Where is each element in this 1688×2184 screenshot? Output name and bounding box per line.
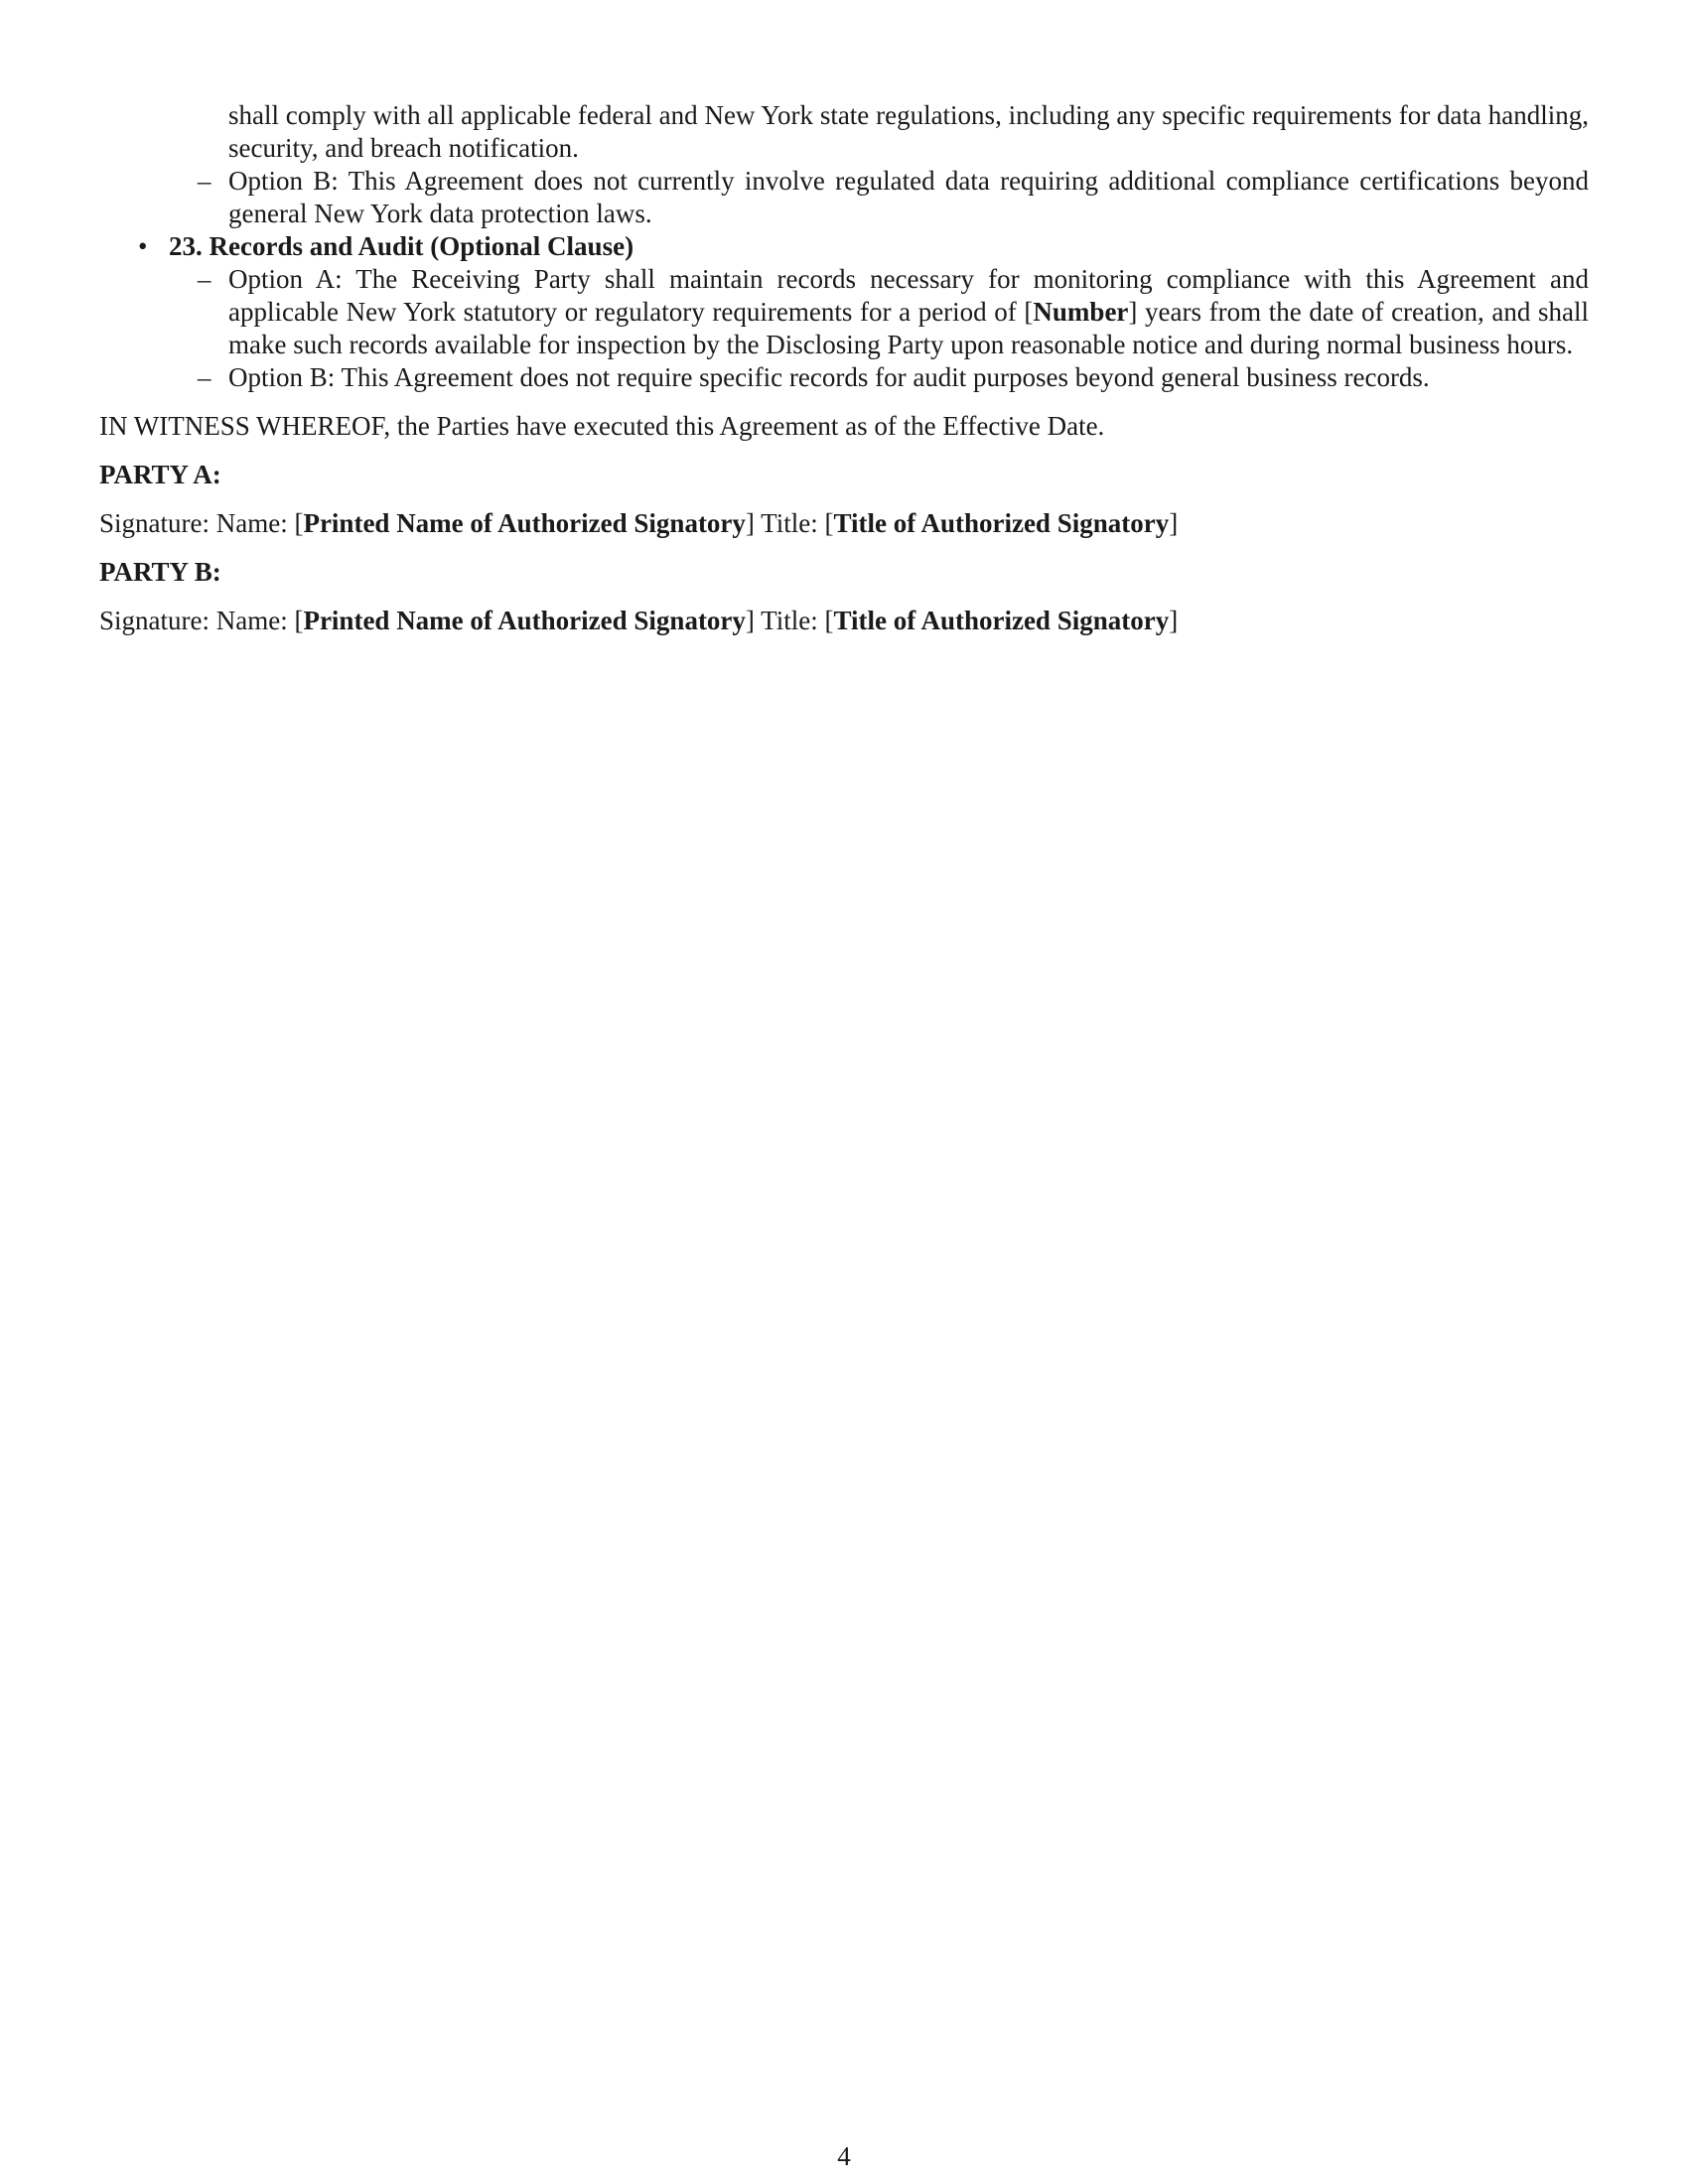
section-23-option-a-text-2: ] years from the date of creation, and shall make such records available for inspection by the Disclosing Party upon reasonable notice and during normal business hours. [228, 297, 1590, 359]
witness-clause: IN WITNESS WHEREOF, the Parties have executed this Agreement as of the Effective Date. [99, 411, 1105, 441]
party-a-signature-line [99, 507, 1589, 540]
title-label: ] Title: [ [745, 606, 834, 635]
dash-marker: – [198, 362, 211, 392]
signature-name-label: Signature: Name: [ [99, 606, 304, 635]
page-number: 4 [837, 2141, 851, 2171]
title-placeholder: Title of Authorized Signatory [833, 606, 1170, 635]
party-a-heading: PARTY A: [99, 460, 221, 489]
party-b-signature-line [99, 605, 1589, 637]
section-23-option-a [99, 263, 1589, 361]
section-23-heading-text: 23. Records and Audit (Optional Clause) [169, 231, 634, 261]
printed-name-placeholder: Printed Name of Authorized Signatory [303, 508, 746, 538]
section-23-heading [99, 230, 1589, 263]
section-23-option-b-text: Option B: This Agreement does not require specific records for audit purposes beyond general business records. [228, 362, 1430, 392]
section-23-option-a-text-1: Option A: The Receiving Party shall maintain records necessary for monitoring compliance with this Agreement and applicable New York statutory or regulatory requirements for a period of [ [228, 264, 1589, 327]
title-placeholder: Title of Authorized Signatory [833, 508, 1170, 538]
section-22-option-a-text: shall comply with all applicable federal and New York state regulations, including any specific requirements for data handling, security, and breach notification. [228, 100, 1589, 163]
section-23-option-b [99, 361, 1589, 394]
dash-marker: – [198, 264, 211, 294]
signature-name-label: Signature: Name: [ [99, 508, 304, 538]
title-label: ] Title: [ [745, 508, 834, 538]
number-placeholder: Number [1033, 297, 1129, 327]
party-b-heading: PARTY B: [99, 557, 221, 587]
closing-bracket: ] [1169, 508, 1179, 538]
closing-bracket: ] [1169, 606, 1179, 635]
section-22-option-b [99, 165, 1589, 230]
section-22-option-b-text: Option B: This Agreement does not currently involve regulated data requiring additional compliance certifications beyond general New York data protection laws. [228, 166, 1589, 228]
bullet-marker: • [138, 231, 148, 261]
dash-marker: – [198, 166, 211, 196]
printed-name-placeholder: Printed Name of Authorized Signatory [303, 606, 746, 635]
section-22-option-a-continuation [99, 99, 1589, 165]
document-page [99, 99, 1589, 637]
